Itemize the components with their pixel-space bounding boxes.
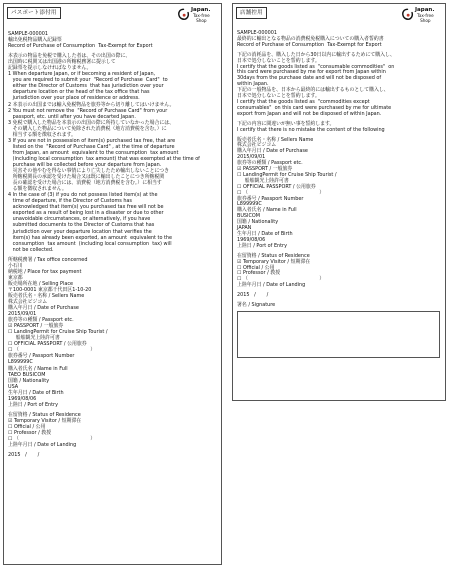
logo-japan: Japan. bbox=[415, 7, 435, 13]
text-line: 東京都 bbox=[8, 274, 23, 281]
text-line: 旅券番号 / Passport Number bbox=[237, 195, 304, 202]
text-line: departure location or the head of the tax office that has bbox=[8, 89, 150, 96]
brush-circle-icon bbox=[401, 8, 414, 21]
text-line: consumption tax amount (including local consumption tax) will bbox=[8, 240, 172, 247]
japan-taxfree-logo bbox=[177, 7, 217, 33]
card-tag: パスポート添付用 bbox=[7, 7, 61, 19]
text-line: 署名 / Signature bbox=[237, 302, 276, 309]
text-line: acknowledged that item(s) you purchased tax free will not be bbox=[8, 204, 164, 211]
text-line: 株式会社ビジコム bbox=[237, 142, 277, 149]
logo-shop-line: Shop bbox=[420, 17, 431, 23]
text-line: jurisdiction over your departure location that verifies the bbox=[8, 228, 152, 235]
text-line: SAMPLE-000001 bbox=[8, 31, 48, 37]
text-line: 旅券等の種類 / Passport etc. bbox=[237, 160, 303, 167]
text-line: I certify that there is no mistake the content of the following bbox=[237, 126, 385, 133]
text-line: either the Director of Customs that has jurisdiction over your bbox=[8, 83, 164, 90]
text-line: ☐ Professor / 教授 bbox=[237, 270, 281, 277]
text-line: 販売者氏名・名称 / Sellers Name bbox=[237, 136, 314, 143]
text-line: this card were purchased by me for export from Japan within bbox=[237, 69, 386, 76]
text-line: (including local consumption tax amount) that was exempted at the time of bbox=[8, 155, 200, 162]
text-line: 3 If you are not in possession of item(s) purchased tax free, that are bbox=[8, 137, 176, 144]
text-line: submitted documents to the Director of Customs that has bbox=[8, 222, 155, 229]
text-line: 購入年月日 / Date of Purchase bbox=[8, 305, 79, 312]
text-line: 3 免税で購入した物品を本表示の出国の際に所持していなかった場合には、 bbox=[8, 119, 175, 126]
text-line: ☐ LandingPermit for Cruise Ship Tourist / bbox=[237, 171, 337, 178]
text-line: 1 When departure Japan, or if becoming a resident of Japan, bbox=[8, 71, 156, 78]
text-line: you are required to submit your "Record of Purchase Card" to bbox=[8, 77, 168, 84]
text-line: 出国時に税関又は出国港の所轄税務署に提示して bbox=[8, 59, 116, 66]
text-line: 2 You must not remove the "Record of Purchase Card" from your bbox=[8, 107, 168, 114]
logo-taxfree-line: Tax-free bbox=[193, 13, 210, 18]
text-line: ☐ OFFICIAL PASSPORT / 公用旅券 bbox=[237, 183, 316, 190]
text-line: る額を徴収されません。 bbox=[8, 186, 67, 193]
text-line: Record of Purchase of Consumption Tax-Exempt for Export bbox=[237, 41, 382, 48]
text-line: 購入年月日 / Date of Purchase bbox=[237, 148, 308, 155]
text-line: SAMPLE-000001 bbox=[237, 30, 277, 36]
text-line: ☐ （ ） bbox=[237, 189, 325, 196]
text-line: 旅券番号 / Passport Number bbox=[8, 353, 75, 360]
text-line: 在留資格 / Status of Residence bbox=[8, 411, 81, 418]
text-line: unavoidable circumstances, or alternatively, if you have bbox=[8, 216, 151, 223]
text-line: 日本で処分しないことを誓約します。 bbox=[237, 57, 320, 64]
text-line: 記録票を提示しなければなりません。 bbox=[8, 65, 92, 72]
text-line: Record of Purchase of Consumption Tax-Exempt for Export bbox=[8, 43, 153, 50]
logo-taxfree-line: Tax-free bbox=[417, 13, 434, 18]
text-line: ☐ Official / 公用 bbox=[8, 423, 46, 430]
text-line: 上陸年月日 / Date of Landing bbox=[8, 442, 77, 449]
text-line: jurisdiction over your place of residence or address. bbox=[8, 95, 140, 102]
text-line: 販売場所在地 / Selling Place bbox=[8, 280, 74, 287]
text-line: ☐ （ ） bbox=[8, 436, 96, 443]
text-line: USA bbox=[8, 383, 19, 390]
text-line: from Japan, an amount equivalent to the consumption tax amount bbox=[8, 149, 179, 156]
text-line: 1969/08/06 bbox=[8, 395, 37, 402]
text-line: 旅券等の種類 / Passport etc. bbox=[8, 317, 74, 324]
text-line: 販売者氏名・名称 / Sellers Name bbox=[8, 292, 85, 299]
text-line: 小石川 bbox=[8, 262, 23, 269]
text-line: 所轄税関長の承認を受けた場合又は既に輸出したことにつき所轄税関 bbox=[8, 174, 165, 181]
text-line: 上陸年月日 / Date of Landing bbox=[237, 282, 306, 289]
card-content bbox=[237, 31, 442, 358]
text-line: ☐ Official / 公用 bbox=[237, 264, 275, 271]
text-line: 上陸日 / Port of Entry bbox=[237, 242, 287, 249]
text-line: 購入者氏名 / Name in Full bbox=[8, 365, 68, 372]
text-line: 4 In the case of (3) if you do not possess listed item(s) at the bbox=[8, 192, 158, 199]
text-line: ☑ Temporary Visitor / 短期滞在 bbox=[237, 258, 311, 265]
text-line: 下記の内容に間違いが無い事を誓約します。 bbox=[237, 120, 335, 127]
text-line: I certify that the goods listed as "commodities except bbox=[237, 98, 370, 105]
text-line: L899999C bbox=[8, 359, 33, 366]
text-line: 日本で処分しないことを誓約します。 bbox=[237, 93, 320, 100]
card-tag: 店舗控用 bbox=[236, 7, 267, 19]
text-line: within Japan. bbox=[237, 81, 269, 88]
text-line: 国籍 / Nationality bbox=[237, 219, 279, 226]
record-card-passport bbox=[3, 3, 222, 565]
text-line: exported as a result of being lost in a disaster or due to other bbox=[8, 210, 164, 217]
text-line: ☐ （ ） bbox=[8, 347, 96, 354]
text-line: 相当する額を徴収されます。 bbox=[8, 131, 76, 138]
text-line: 所轄税務署 / Tax office concerned bbox=[8, 256, 88, 263]
text-line: 生年月日 / Date of Birth bbox=[8, 389, 64, 396]
brush-circle-icon bbox=[177, 8, 190, 21]
text-line: 生年月日 / Date of Birth bbox=[237, 231, 293, 237]
text-line: ☐ OFFICIAL PASSPORT / 公用旅券 bbox=[8, 341, 87, 348]
text-line: BUSICOM bbox=[237, 213, 260, 220]
logo-taxfree bbox=[193, 14, 210, 24]
text-line: 納税地 / Place for tax payment bbox=[8, 268, 82, 275]
text-line: ☑ PASSPORT / 一般旅券 bbox=[8, 323, 64, 330]
text-line: 上陸日 / Port of Entry bbox=[8, 401, 58, 408]
text-line: not be collected. bbox=[8, 246, 54, 253]
japan-taxfree-logo bbox=[401, 7, 441, 33]
text-line: 購入者氏名 / Name in Full bbox=[237, 207, 297, 214]
text-line: ☐ Professor / 教授 bbox=[8, 430, 52, 436]
text-line: 最終的に輸出となる物品の消費税免税購入についての購入者誓約書 bbox=[237, 35, 384, 42]
text-line: 長の確認を受けた場合には、消費税（地方消費税を含む。）に相当す bbox=[8, 180, 162, 187]
text-line: export from Japan and will not be disposed of within Japan. bbox=[237, 110, 382, 117]
text-line: 災害その他やむを得ない事情により亡失したため輸出しないことにつき bbox=[8, 168, 170, 175]
text-line: ☐ （ ） bbox=[237, 276, 325, 283]
logo-taxfree bbox=[417, 14, 434, 24]
logo-shop-line: Shop bbox=[196, 17, 207, 23]
record-card-store-copy bbox=[232, 3, 446, 401]
text-line: 2015/09/01 bbox=[237, 154, 266, 161]
text-line: time of departure, if the Director of Customs has bbox=[8, 198, 132, 205]
text-line: 2015 / / bbox=[8, 452, 40, 459]
text-line: 船舶観光上陸許可書 bbox=[8, 335, 60, 342]
text-line: listed on the "Record of Purchase Card" , at the time of departure bbox=[8, 143, 175, 150]
text-line: 2 本表示の出国までは輸入免税物品を旅券等から切り離してはいけません。 bbox=[8, 101, 175, 108]
logo-japan: Japan. bbox=[191, 7, 211, 13]
text-line: consumables" on this card were purchased by me for ultimate bbox=[237, 104, 392, 111]
text-line: ☐ LandingPermit for Cruise Ship Tourist / bbox=[8, 329, 108, 336]
card-content bbox=[8, 31, 218, 458]
text-line: I certify that the goods listed as "consumable commodities" on bbox=[237, 63, 395, 70]
text-line: 1969/08/06 bbox=[237, 236, 266, 243]
text-line: 2015/09/01 bbox=[8, 311, 37, 318]
text-line: 輸出免税物品購入記録票 bbox=[8, 37, 62, 44]
text-line: 〒100-0001 東京都千代田区1-10-20 bbox=[8, 286, 92, 293]
text-line: 在留資格 / Status of Residence bbox=[237, 252, 310, 259]
text-line: ☑ Temporary Visitor / 短期滞在 bbox=[8, 417, 82, 424]
text-line: ☑ PASSPORT / 一般旅券 bbox=[237, 166, 293, 173]
text-line: purchase will be collected before your departure from Japan. bbox=[8, 161, 162, 168]
signature-box[interactable] bbox=[237, 311, 440, 358]
text-line: TAEO BUSICOM bbox=[8, 371, 46, 378]
text-line: passport, etc. until after you have decarted Japan. bbox=[8, 113, 136, 120]
text-line: 国籍 / Nationality bbox=[8, 377, 50, 384]
text-line: JAPAN bbox=[237, 225, 252, 232]
text-line: 30days from the purchase date and will not be disposed of bbox=[237, 75, 382, 82]
text-line: 本表示の物品を免税で購入した者は、その出国の際に、 bbox=[8, 53, 131, 60]
text-line: item(s) has already been exported, an amount equivalent to the bbox=[8, 234, 173, 241]
text-line: 2015 / / bbox=[237, 292, 269, 299]
text-line: 株式会社ビジコム bbox=[8, 299, 48, 306]
text-line: 下記の消耗品を、購入した日から30日以内に輸出するためにて購入し、 bbox=[237, 51, 395, 58]
text-line: 船舶観光上陸許可書 bbox=[237, 177, 289, 184]
text-line: L899999C bbox=[237, 201, 262, 208]
text-line: その購入した物品について免除された消費税（地方消費税を含む。）に bbox=[8, 125, 167, 132]
text-line: 下記の一般物品を、日本から最終的には輸出するものとして購入し、 bbox=[237, 87, 389, 94]
